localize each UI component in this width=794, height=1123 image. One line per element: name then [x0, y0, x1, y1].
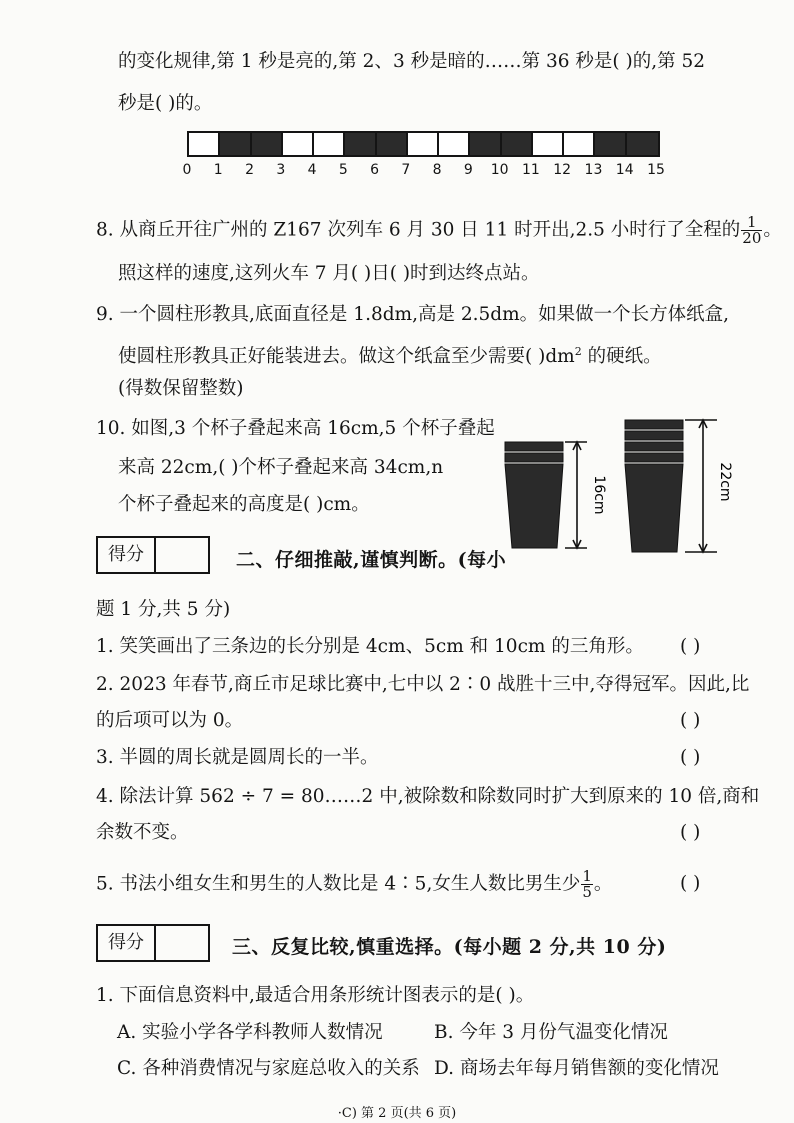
choice-q1: 1. 下面信息资料中,最适合用条形统计图表示的是( )。: [96, 985, 535, 1006]
judge-paren-4: ( ): [680, 822, 701, 843]
strip-cell-dark: [627, 133, 658, 155]
strip-cell-light: [314, 133, 345, 155]
strip-tick-label: 10: [490, 162, 509, 178]
large-cup-stack: [625, 420, 683, 552]
q8-line2: 照这样的速度,这列火车 7 月( )日( )时到达终点站。: [118, 263, 540, 284]
judge-item-2-cont: 的后项可以为 0。: [96, 710, 244, 731]
option-d: D. 商场去年每月销售额的变化情况: [434, 1058, 719, 1079]
judge-item-5: [96, 869, 612, 900]
strip-tick-label: 5: [338, 162, 348, 178]
strip-tick-label: 8: [432, 162, 442, 178]
judge-item-5-fraction: [581, 869, 593, 900]
strip-tick-label: 14: [615, 162, 634, 178]
judge-item-3: 3. 半圆的周长就是圆周长的一半。: [96, 747, 379, 768]
strip-cell-light: [533, 133, 564, 155]
section2-heading-cont: 题 1 分,共 5 分): [96, 599, 231, 620]
judge-paren-2: ( ): [680, 710, 701, 731]
strip-tick-label: 6: [370, 162, 380, 178]
q10-line2: 来高 22cm,( )个杯子叠起来高 34cm,n: [118, 457, 444, 478]
strip-cell-light: [564, 133, 595, 155]
judge-item-1: 1. 笑笑画出了三条边的长分别是 4cm、5cm 和 10cm 的三角形。: [96, 636, 644, 657]
strip-cell-dark: [377, 133, 408, 155]
judge-item-2: 2. 2023 年春节,商丘市足球比赛中,七中以 2∶0 战胜十三中,夺得冠军。因此,比: [96, 674, 750, 695]
strip-cell-dark: [252, 133, 283, 155]
strip-tick-label: 0: [182, 162, 192, 178]
strip-tick-label: 12: [553, 162, 572, 178]
strip-tick-label: 15: [647, 162, 665, 178]
q8-end: 。: [763, 219, 782, 241]
judge-paren-5: ( ): [680, 873, 701, 894]
q10-line3: 个杯子叠起来的高度是( )cm。: [118, 494, 370, 515]
strip-tick-label: 3: [276, 162, 286, 178]
judge-paren-3: ( ): [680, 747, 701, 768]
strip-cell-light: [189, 133, 220, 155]
score-box-section2: [96, 536, 210, 574]
strip-tick-label: 4: [307, 162, 317, 178]
option-b: B. 今年 3 月份气温变化情况: [434, 1022, 668, 1043]
strip-cell-light: [283, 133, 314, 155]
strip-cell-dark: [220, 133, 251, 155]
judge-item-5-den: 5: [582, 883, 592, 901]
section2-heading: 二、仔细推敲,谨慎判断。(每小: [236, 549, 507, 571]
score-label-3: 得分: [98, 926, 156, 960]
strip-cell-dark: [595, 133, 626, 155]
strip-tick-label: 2: [245, 162, 254, 178]
q9-sup: 2: [574, 345, 582, 358]
strip-cell-light: [439, 133, 470, 155]
q10-line1: 10. 如图,3 个杯子叠起来高 16cm,5 个杯子叠起: [96, 418, 495, 439]
strip-tick-label: 9: [463, 162, 473, 178]
q9-line3: (得数保留整数): [118, 378, 244, 399]
option-c: C. 各种消费情况与家庭总收入的关系: [117, 1058, 420, 1079]
judge-item-5-end: 。: [593, 873, 613, 895]
score-label: 得分: [98, 538, 156, 572]
q9-line2: [118, 339, 662, 370]
large-height-label: 22cm: [717, 462, 733, 502]
q8-frac-num: 1: [747, 213, 757, 231]
option-a: A. 实验小学各学科教师人数情况: [117, 1022, 383, 1043]
judge-item-4-cont: 余数不变。: [96, 822, 189, 843]
judge-item-4: 4. 除法计算 562 ÷ 7 = 80……2 中,被除数和除数同时扩大到原来的 10 倍,商和: [96, 786, 760, 807]
strip-tick-label: 11: [522, 162, 540, 178]
strip-tick-label: 13: [584, 162, 603, 178]
q9-text-b: 的硬纸。: [581, 346, 662, 368]
q8-line1: [96, 215, 782, 246]
strip-tick-label: 1: [213, 162, 223, 178]
score-box-section3: [96, 924, 210, 962]
strip-tick-label: 7: [401, 162, 411, 178]
section3-heading: 三、反复比较,慎重选择。(每小题 2 分,共 10 分): [232, 936, 667, 958]
q8-fraction: [741, 215, 762, 246]
stacked-cups-figure: [495, 412, 745, 562]
judge-paren-1: ( ): [680, 636, 701, 657]
strip-cell-dark: [470, 133, 501, 155]
q7-line2: 秒是( )的。: [118, 93, 213, 114]
strip-cell-dark: [345, 133, 376, 155]
q7-line1: 的变化规律,第 1 秒是亮的,第 2、3 秒是暗的……第 36 秒是( )的,第 52: [118, 51, 706, 72]
small-height-label: 16cm: [591, 475, 607, 515]
light-strip: [187, 131, 660, 157]
q8-text: 8. 从商丘开往广州的 Z167 次列车 6 月 30 日 11 时开出,2.5 小时行了全程的: [96, 219, 741, 241]
strip-cell-dark: [502, 133, 533, 155]
judge-item-5-text: 5. 书法小组女生和男生的人数比是 4∶5,女生人数比男生少: [96, 873, 581, 895]
q9-text-a: 使圆柱形教具正好能装进去。做这个纸盒至少需要( )dm: [118, 346, 575, 368]
strip-tick-labels: [182, 162, 665, 182]
strip-cell-light: [408, 133, 439, 155]
small-dimension-line: [565, 442, 587, 548]
page-footer: ·C) 第 2 页(共 6 页): [337, 1106, 457, 1121]
q9-line1: 9. 一个圆柱形教具,底面直径是 1.8dm,高是 2.5dm。如果做一个长方体纸盒,: [96, 304, 730, 325]
judge-item-5-num: 1: [582, 867, 592, 885]
small-cup-stack: [505, 442, 563, 548]
large-dimension-line: [685, 420, 717, 552]
q8-frac-den: 20: [742, 229, 762, 247]
